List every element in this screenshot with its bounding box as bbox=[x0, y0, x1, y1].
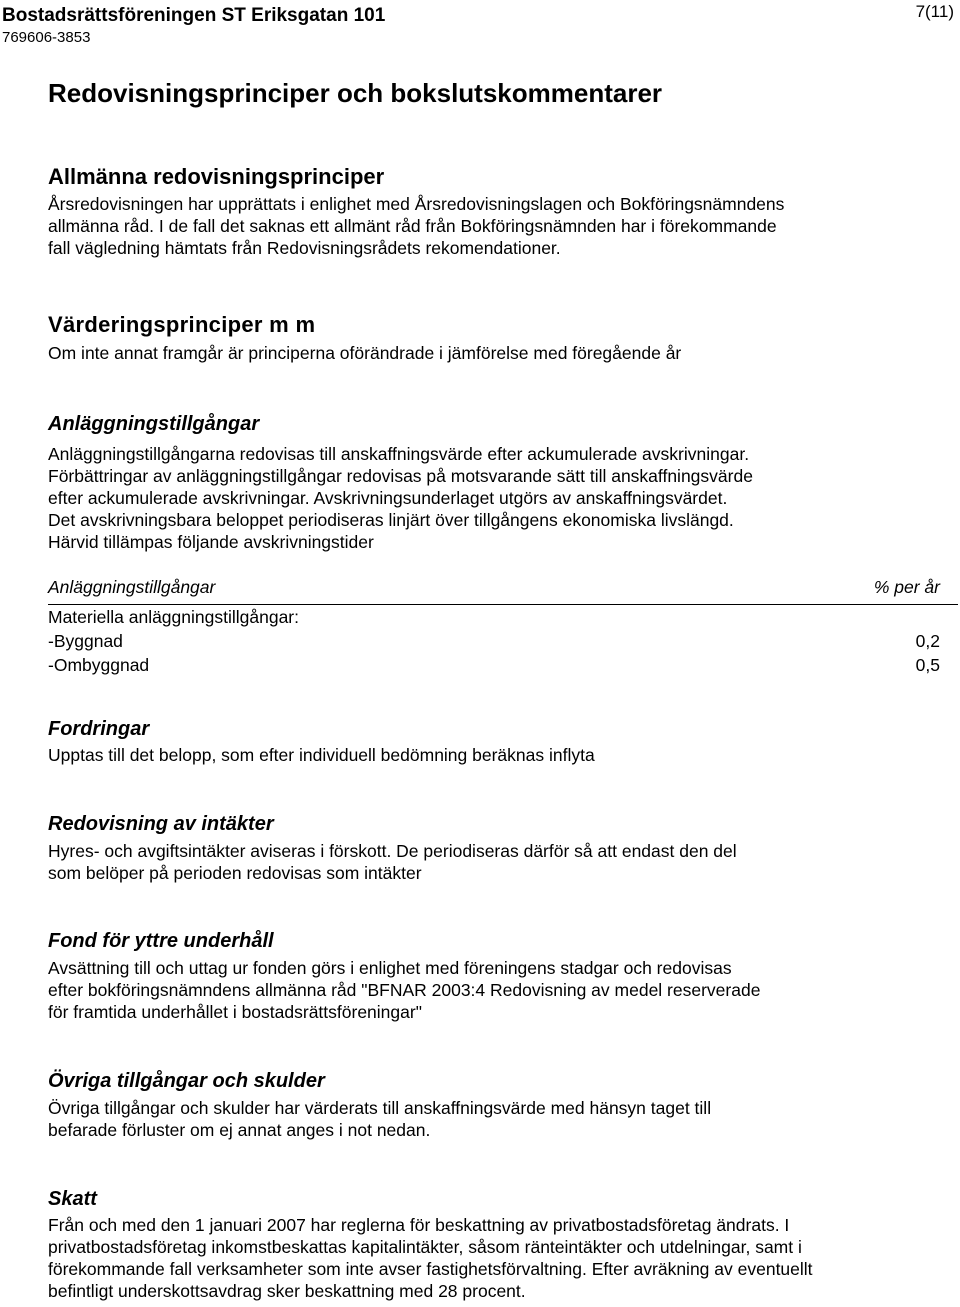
section-heading-anlaggningstillgangar: Anläggningstillgångar bbox=[48, 413, 260, 435]
body-line: privatbostadsföretag inkomstbeskattas kapitalintäkter, såsom ränteintäkter och utdelningar, samt i bbox=[48, 1237, 802, 1257]
section-heading-skatt: Skatt bbox=[48, 1188, 97, 1210]
body-line: Hyres- och avgiftsintäkter aviseras i förskott. De periodiseras därför så att endast den del bbox=[48, 841, 737, 861]
body-line: som belöper på perioden redovisas som intäkter bbox=[48, 863, 422, 883]
table-row bbox=[48, 629, 958, 653]
table-group-label-row bbox=[48, 605, 958, 629]
organization-number: 769606-3853 bbox=[2, 29, 91, 46]
section-heading-fond: Fond för yttre underhåll bbox=[48, 930, 274, 952]
column-header-rate: % per år bbox=[873, 577, 940, 597]
section-body-fond bbox=[48, 957, 760, 1023]
table-group-label: Materiella anläggningstillgångar: bbox=[48, 607, 299, 627]
body-line: Härvid tillämpas följande avskrivningstider bbox=[48, 532, 374, 552]
body-line: allmänna råd. I de fall det saknas ett allmänt råd från Bokföringsnämnden har i förekommande bbox=[48, 216, 777, 236]
body-line: förekommande fall verksamheter som inte avser fastighetsförvaltning. Efter avräkning av eventuellt bbox=[48, 1259, 813, 1279]
body-line: befintligt underskottsavdrag sker beskattning med 28 procent. bbox=[48, 1281, 526, 1301]
table-row-value: 0,5 bbox=[915, 655, 940, 675]
section-body-intakter bbox=[48, 840, 737, 884]
section-body-ovriga bbox=[48, 1097, 711, 1141]
body-line: Avsättning till och uttag ur fonden görs i enlighet med föreningens stadgar och redovisas bbox=[48, 958, 732, 978]
body-line: Det avskrivningsbara beloppet periodiseras linjärt över tillgångens ekonomiska livslängd. bbox=[48, 510, 734, 530]
depreciation-table bbox=[48, 577, 958, 677]
section-body-skatt bbox=[48, 1214, 813, 1302]
page-title: Redovisningsprinciper och bokslutskommentarer bbox=[48, 78, 663, 108]
page-number: 7(11) bbox=[915, 2, 954, 21]
table-row-label: -Ombyggnad bbox=[48, 655, 150, 675]
body-line: Årsredovisningen har upprättats i enlighet med Årsredovisningslagen och Bokföringsnämndens bbox=[48, 194, 785, 214]
body-line: Upptas till det belopp, som efter individuell bedömning beräknas inflyta bbox=[48, 745, 595, 765]
table-row bbox=[48, 653, 958, 677]
body-line: efter bokföringsnämndens allmänna råd "BFNAR 2003:4 Redovisning av medel reserverade bbox=[48, 980, 761, 1000]
table-row-value: 0,2 bbox=[915, 631, 940, 651]
body-line: efter ackumulerade avskrivningar. Avskrivningsunderlaget utgörs av anskaffningsvärdet. bbox=[48, 488, 728, 508]
section-body-varderingsprinciper bbox=[48, 342, 681, 364]
section-heading-intakter: Redovisning av intäkter bbox=[48, 813, 274, 835]
section-heading-allmanna: Allmänna redovisningsprinciper bbox=[48, 164, 385, 189]
body-line: befarade förluster om ej annat anges i not nedan. bbox=[48, 1120, 431, 1140]
section-body-anlaggningstillgangar bbox=[48, 443, 753, 553]
section-body-allmanna bbox=[48, 193, 784, 259]
body-line: fall vägledning hämtats från Redovisningsrådets rekomendationer. bbox=[48, 238, 561, 258]
body-line: Övriga tillgångar och skulder har värderats till anskaffningsvärde med hänsyn taget till bbox=[48, 1098, 712, 1118]
section-body-fordringar bbox=[48, 744, 595, 766]
body-line: Förbättringar av anläggningstillgångar redovisas på motsvarande sätt till anskaffningsvärde bbox=[48, 466, 753, 486]
section-heading-fordringar: Fordringar bbox=[48, 718, 150, 740]
body-line: Anläggningstillgångarna redovisas till anskaffningsvärde efter ackumulerade avskrivningar. bbox=[48, 444, 750, 464]
body-line: för framtida underhållet i bostadsrättsföreningar" bbox=[48, 1002, 422, 1022]
column-header-asset: Anläggningstillgångar bbox=[48, 577, 216, 597]
organization-name: Bostadsrättsföreningen ST Eriksgatan 101 bbox=[2, 5, 386, 26]
table-row-label: -Byggnad bbox=[48, 631, 123, 651]
body-line: Om inte annat framgår är principerna oförändrade i jämförelse med föregående år bbox=[48, 343, 682, 363]
section-heading-ovriga: Övriga tillgångar och skulder bbox=[48, 1070, 325, 1092]
depreciation-table-header bbox=[48, 577, 958, 605]
body-line: Från och med den 1 januari 2007 har reglerna för beskattning av privatbostadsföretag ändrats. I bbox=[48, 1215, 790, 1235]
section-heading-varderingsprinciper: Värderingsprinciper m m bbox=[48, 312, 316, 337]
